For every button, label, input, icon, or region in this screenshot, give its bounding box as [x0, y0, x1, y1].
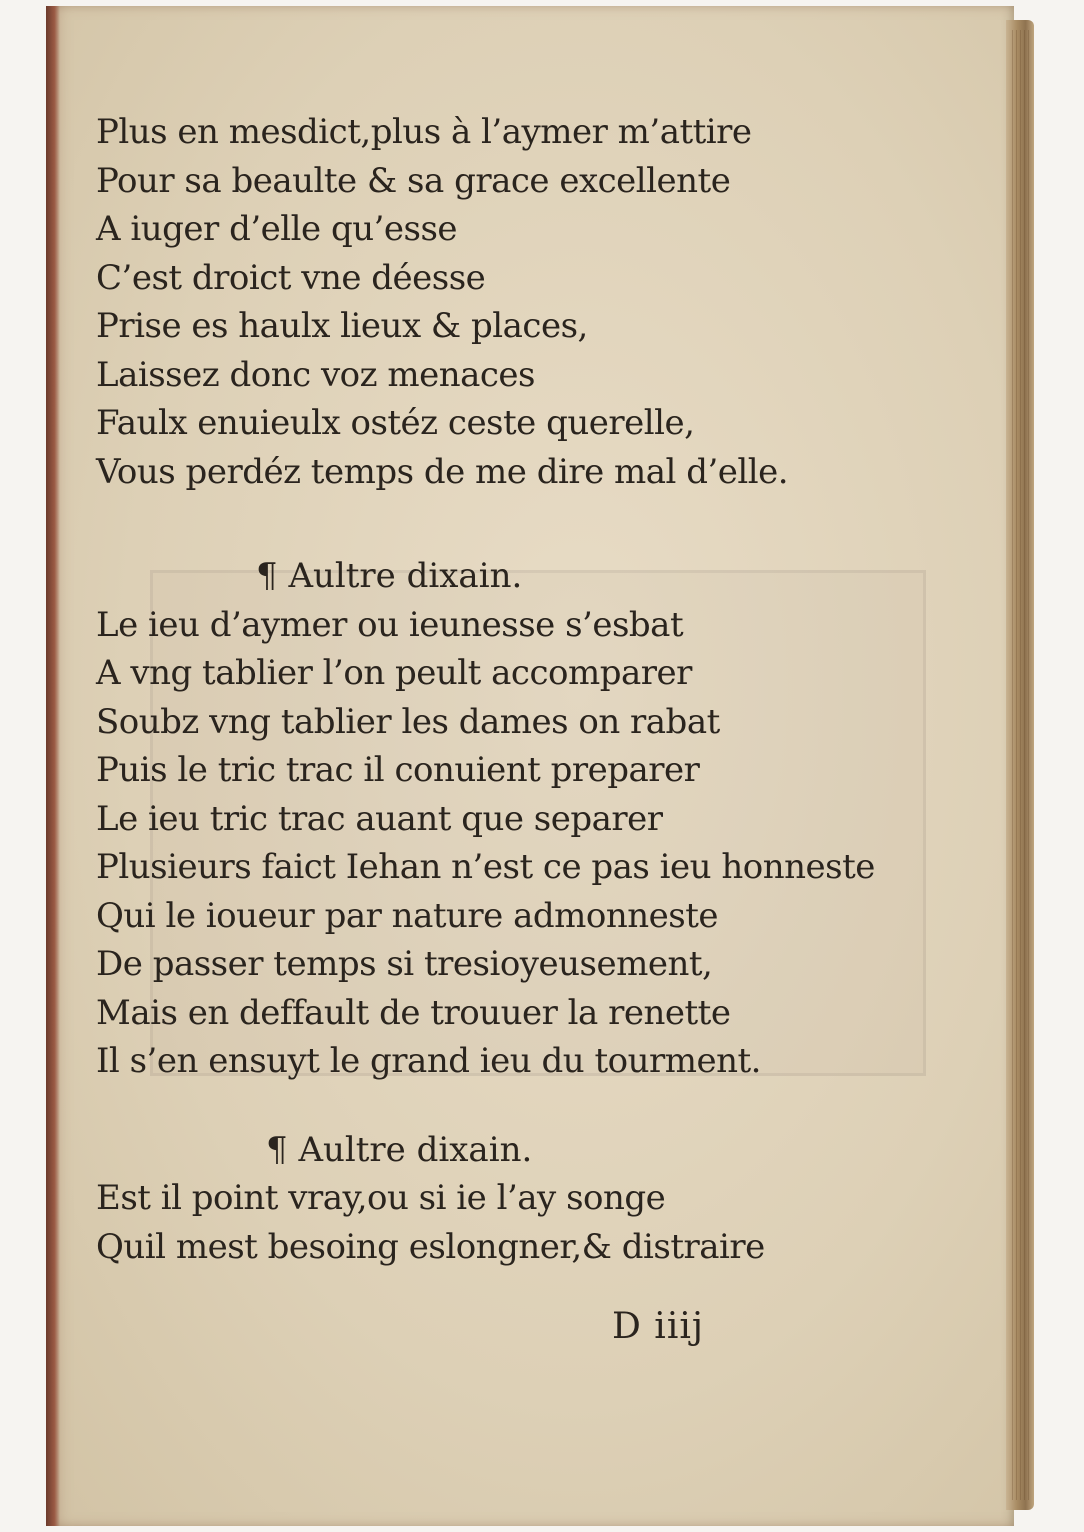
stanza-heading: ¶ Aultre dixain.: [266, 1129, 533, 1170]
verse-line: Plus en mesdict,plus à l’aymer m’attire: [96, 112, 752, 152]
stanza-heading: ¶ Aultre dixain.: [256, 556, 523, 596]
verse-line: Vous perdéz temps de me dire mal d’elle.: [96, 451, 789, 492]
verse-line: Le ieu tric trac auant que separer: [96, 798, 663, 839]
verse-line: Est il point vray,ou si ie l’ay songe: [96, 1178, 666, 1218]
stanza-3: [96, 1126, 916, 1272]
verse-line: A vng tablier l’on peult accomparer: [96, 653, 692, 693]
page-edge-lines: [1012, 30, 1030, 1500]
verse-line: C’est droict vne déesse: [96, 257, 486, 298]
verse-line: A iuger d’elle qu’esse: [96, 209, 458, 249]
verse-line: Il s’en ensuyt le grand ieu du tourment.: [96, 1041, 761, 1081]
signature-mark: D iiij: [612, 1306, 705, 1347]
page-binding: [46, 6, 60, 1526]
verse-line: Quil mest besoing eslongner,& distraire: [96, 1226, 765, 1267]
verse-line: Soubz vng tablier les dames on rabat: [96, 701, 720, 742]
stanza-2: [96, 552, 916, 1086]
verse-line: Laissez donc voz menaces: [96, 354, 535, 395]
verse-line: Mais en deffault de trouuer la renette: [96, 992, 731, 1033]
stanza-1: [96, 108, 916, 496]
verse-line: Prise es haulx lieux & places,: [96, 306, 588, 346]
verse-line: Puis le tric trac il conuient preparer: [96, 750, 700, 790]
page-text: [96, 108, 916, 1271]
verse-line: Plusieurs faict Iehan n’est ce pas ieu honneste: [96, 847, 875, 887]
verse-line: Faulx enuieulx ostéz ceste querelle,: [96, 403, 695, 443]
verse-line: Pour sa beaulte & sa grace excellente: [96, 160, 731, 201]
verse-line: De passer temps si tresioyeusement,: [96, 944, 713, 984]
verse-line: Le ieu d’aymer ou ieunesse s’esbat: [96, 604, 684, 645]
verse-line: Qui le ioueur par nature admonneste: [96, 895, 718, 936]
